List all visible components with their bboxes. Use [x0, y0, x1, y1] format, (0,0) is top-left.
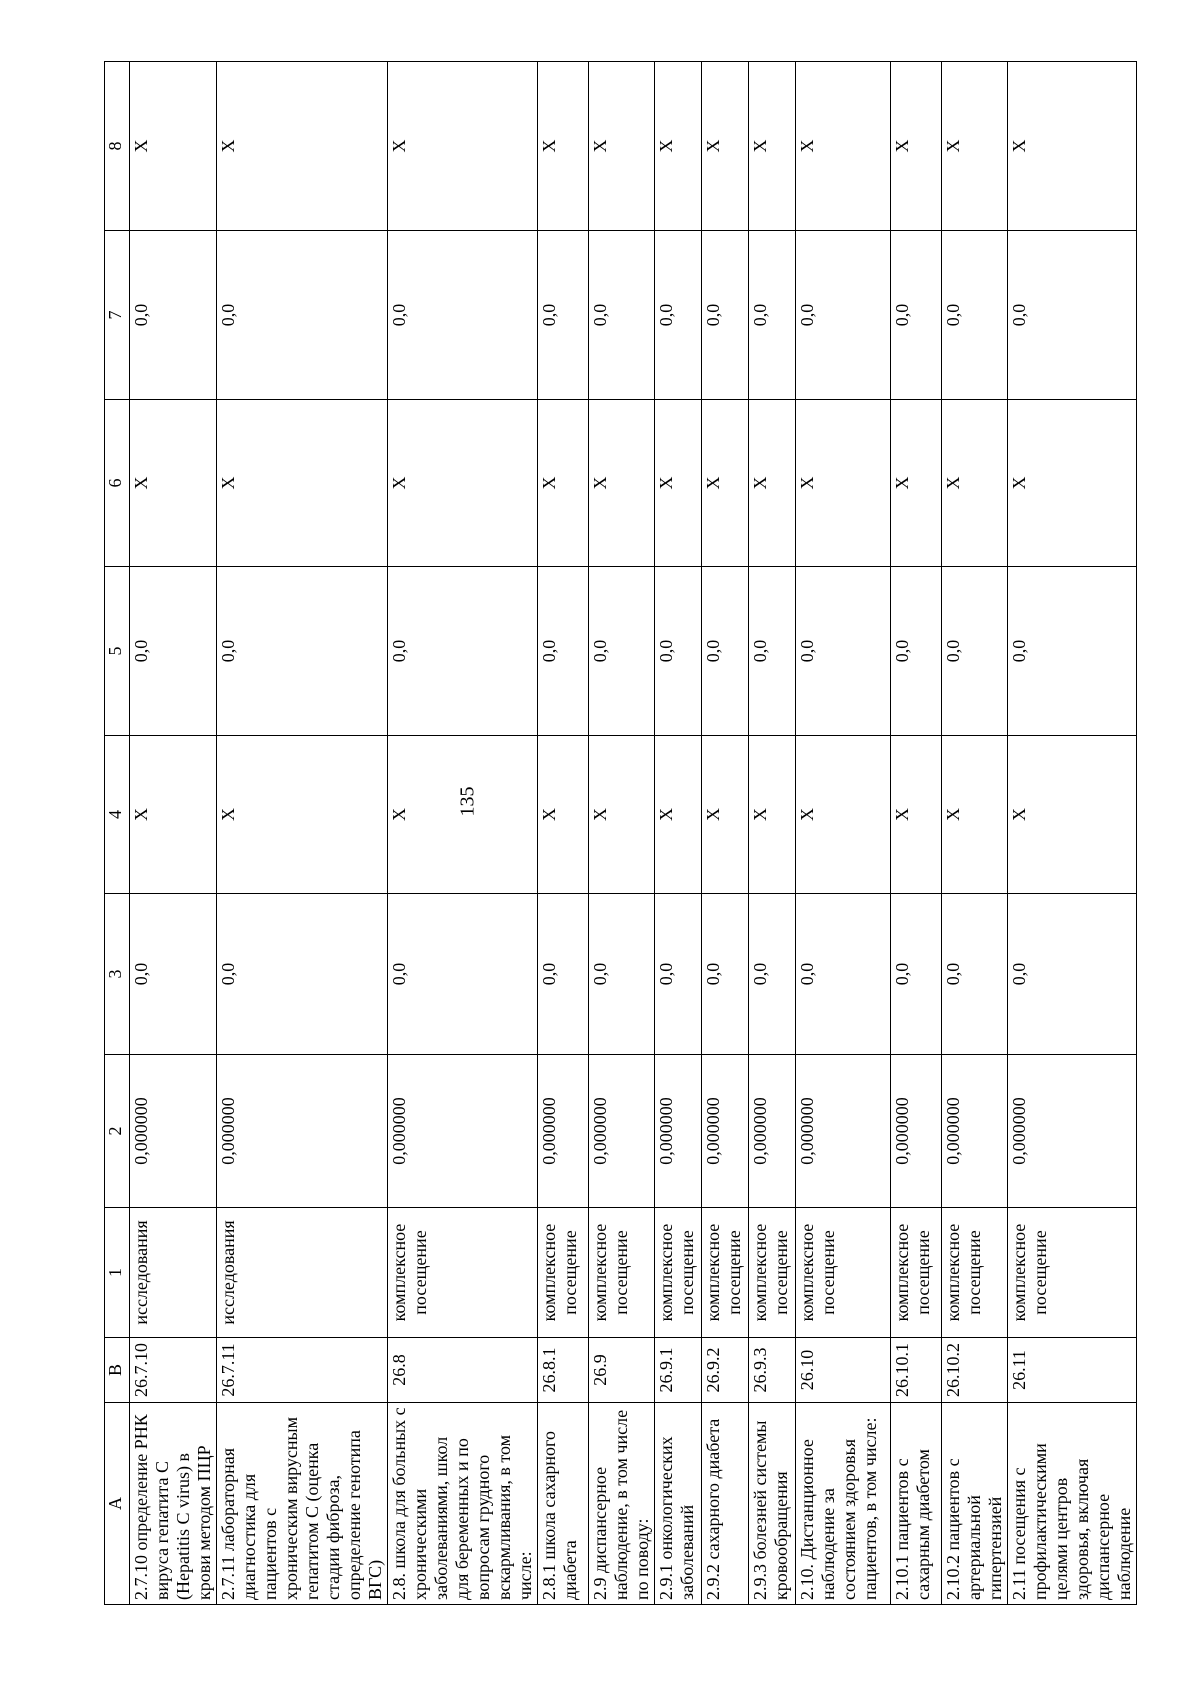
col3-value-cell: 0,0 — [589, 894, 655, 1055]
row-code-cell: 26.9.2 — [702, 1338, 749, 1403]
unit-cell: исследования — [130, 1208, 217, 1338]
col4-value-cell: X — [589, 736, 655, 894]
row-code-cell: 26.10.2 — [942, 1338, 1008, 1403]
table-row — [891, 62, 942, 1605]
col8-value-cell: X — [130, 62, 217, 231]
col2-value-cell: 0,000000 — [388, 1055, 538, 1208]
col5-value-cell: 0,0 — [217, 567, 388, 736]
col7-value-cell: 0,0 — [130, 231, 217, 400]
col7-value-cell: 0,0 — [217, 231, 388, 400]
column-header: 6 — [105, 400, 130, 567]
col6-value-cell: X — [942, 400, 1008, 567]
column-header: A — [105, 1403, 130, 1605]
table-row — [130, 62, 217, 1605]
col6-value-cell: X — [702, 400, 749, 567]
col4-value-cell: X — [796, 736, 891, 894]
row-label-cell: 2.9 диспансерное наблюдение, в том числе по поводу: — [589, 1403, 655, 1605]
col8-value-cell: X — [655, 62, 702, 231]
table-row — [217, 62, 388, 1605]
unit-cell: комплексное посещение — [891, 1208, 942, 1338]
col2-value-cell: 0,000000 — [538, 1055, 589, 1208]
row-code-cell: 26.8.1 — [538, 1338, 589, 1403]
col8-value-cell: X — [589, 62, 655, 231]
table-row — [942, 62, 1008, 1605]
col2-value-cell: 0,000000 — [130, 1055, 217, 1208]
row-code-cell: 26.11 — [1008, 1338, 1137, 1403]
col6-value-cell: X — [589, 400, 655, 567]
col5-value-cell: 0,0 — [655, 567, 702, 736]
col2-value-cell: 0,000000 — [891, 1055, 942, 1208]
col2-value-cell: 0,000000 — [749, 1055, 796, 1208]
unit-cell: комплексное посещение — [1008, 1208, 1137, 1338]
col3-value-cell: 0,0 — [388, 894, 538, 1055]
col8-value-cell: X — [702, 62, 749, 231]
col3-value-cell: 0,0 — [942, 894, 1008, 1055]
row-code-cell: 26.9 — [589, 1338, 655, 1403]
col5-value-cell: 0,0 — [589, 567, 655, 736]
row-label-cell: 2.10.1 пациентов с сахарным диабетом — [891, 1403, 942, 1605]
unit-cell: комплексное посещение — [796, 1208, 891, 1338]
col7-value-cell: 0,0 — [589, 231, 655, 400]
table-row — [589, 62, 655, 1605]
row-label-cell: 2.7.11 лабораторная диагностика для пациентов с хроническим вирусным гепатитом С (оценка стадии фиброза, определение генотипа ВГС) — [217, 1403, 388, 1605]
column-header: 1 — [105, 1208, 130, 1338]
row-label-cell: 2.9.3 болезней системы кровообращения — [749, 1403, 796, 1605]
col4-value-cell: X — [1008, 736, 1137, 894]
col5-value-cell: 0,0 — [130, 567, 217, 736]
col8-value-cell: X — [749, 62, 796, 231]
col7-value-cell: 0,0 — [891, 231, 942, 400]
col3-value-cell: 0,0 — [130, 894, 217, 1055]
column-header: 7 — [105, 231, 130, 400]
table-row — [749, 62, 796, 1605]
col4-value-cell: X — [942, 736, 1008, 894]
col7-value-cell: 0,0 — [702, 231, 749, 400]
row-label-cell: 2.8. школа для больных с хроническими заболеваниями, школ для беременных и по вопросам грудного вскармливания, в том числе: — [388, 1403, 538, 1605]
row-code-cell: 26.10 — [796, 1338, 891, 1403]
col5-value-cell: 0,0 — [702, 567, 749, 736]
col6-value-cell: X — [655, 400, 702, 567]
col2-value-cell: 0,000000 — [655, 1055, 702, 1208]
col4-value-cell: X — [538, 736, 589, 894]
table-row — [538, 62, 589, 1605]
col4-value-cell: X — [130, 736, 217, 894]
table-row — [388, 62, 538, 1605]
col8-value-cell: X — [538, 62, 589, 231]
col2-value-cell: 0,000000 — [217, 1055, 388, 1208]
row-label-cell: 2.9.2 сахарного диабета — [702, 1403, 749, 1605]
col5-value-cell: 0,0 — [749, 567, 796, 736]
unit-cell: комплексное посещение — [702, 1208, 749, 1338]
col8-value-cell: X — [217, 62, 388, 231]
col8-value-cell: X — [1008, 62, 1137, 231]
col6-value-cell: X — [749, 400, 796, 567]
col4-value-cell: X — [749, 736, 796, 894]
col2-value-cell: 0,000000 — [942, 1055, 1008, 1208]
table-row — [702, 62, 749, 1605]
col4-value-cell: X — [388, 736, 538, 894]
column-header: 5 — [105, 567, 130, 736]
col8-value-cell: X — [796, 62, 891, 231]
column-header: 3 — [105, 894, 130, 1055]
col7-value-cell: 0,0 — [538, 231, 589, 400]
col3-value-cell: 0,0 — [655, 894, 702, 1055]
col7-value-cell: 0,0 — [388, 231, 538, 400]
col2-value-cell: 0,000000 — [702, 1055, 749, 1208]
col2-value-cell: 0,000000 — [796, 1055, 891, 1208]
rotated-table-container — [104, 62, 1134, 1605]
data-table — [104, 61, 1137, 1605]
row-code-cell: 26.7.10 — [130, 1338, 217, 1403]
col8-value-cell: X — [942, 62, 1008, 231]
col3-value-cell: 0,0 — [796, 894, 891, 1055]
col6-value-cell: X — [891, 400, 942, 567]
column-header: B — [105, 1338, 130, 1403]
col3-value-cell: 0,0 — [749, 894, 796, 1055]
col6-value-cell: X — [388, 400, 538, 567]
col5-value-cell: 0,0 — [891, 567, 942, 736]
unit-cell: комплексное посещение — [942, 1208, 1008, 1338]
col7-value-cell: 0,0 — [942, 231, 1008, 400]
unit-cell: комплексное посещение — [589, 1208, 655, 1338]
table-row — [1008, 62, 1137, 1605]
row-label-cell: 2.10.2 пациентов с артериальной гипертензией — [942, 1403, 1008, 1605]
col7-value-cell: 0,0 — [655, 231, 702, 400]
unit-cell: комплексное посещение — [538, 1208, 589, 1338]
row-code-cell: 26.7.11 — [217, 1338, 388, 1403]
page-number: 135 — [456, 786, 479, 817]
col3-value-cell: 0,0 — [891, 894, 942, 1055]
row-label-cell: 2.9.1 онкологических заболеваний — [655, 1403, 702, 1605]
col4-value-cell: X — [702, 736, 749, 894]
col5-value-cell: 0,0 — [942, 567, 1008, 736]
row-code-cell: 26.9.3 — [749, 1338, 796, 1403]
col5-value-cell: 0,0 — [388, 567, 538, 736]
col2-value-cell: 0,000000 — [589, 1055, 655, 1208]
col8-value-cell: X — [388, 62, 538, 231]
column-header: 8 — [105, 62, 130, 231]
col6-value-cell: X — [1008, 400, 1137, 567]
col7-value-cell: 0,0 — [749, 231, 796, 400]
table-row — [796, 62, 891, 1605]
col6-value-cell: X — [796, 400, 891, 567]
col8-value-cell: X — [891, 62, 942, 231]
row-code-cell: 26.10.1 — [891, 1338, 942, 1403]
col7-value-cell: 0,0 — [796, 231, 891, 400]
row-label-cell: 2.8.1 школа сахарного диабета — [538, 1403, 589, 1605]
row-label-cell: 2.7.10 определение РНК вируса гепатита С (Hepatitis C virus) в крови методом ПЦР — [130, 1403, 217, 1605]
unit-cell: комплексное посещение — [655, 1208, 702, 1338]
col7-value-cell: 0,0 — [1008, 231, 1137, 400]
unit-cell: комплексное посещение — [749, 1208, 796, 1338]
col4-value-cell: X — [891, 736, 942, 894]
col6-value-cell: X — [217, 400, 388, 567]
col3-value-cell: 0,0 — [538, 894, 589, 1055]
col3-value-cell: 0,0 — [1008, 894, 1137, 1055]
row-label-cell: 2.10. Дистанционное наблюдение за состоянием здоровья пациентов, в том числе: — [796, 1403, 891, 1605]
header-row — [105, 62, 130, 1605]
column-header: 2 — [105, 1055, 130, 1208]
col5-value-cell: 0,0 — [1008, 567, 1137, 736]
col3-value-cell: 0,0 — [217, 894, 388, 1055]
col2-value-cell: 0,000000 — [1008, 1055, 1137, 1208]
column-header: 4 — [105, 736, 130, 894]
unit-cell: комплексное посещение — [388, 1208, 538, 1338]
row-code-cell: 26.8 — [388, 1338, 538, 1403]
col6-value-cell: X — [538, 400, 589, 567]
row-label-cell: 2.11 посещения с профилактическими целями центров здоровья, включая диспансерное наблюдение — [1008, 1403, 1137, 1605]
col3-value-cell: 0,0 — [702, 894, 749, 1055]
col6-value-cell: X — [130, 400, 217, 567]
col4-value-cell: X — [655, 736, 702, 894]
table-row — [655, 62, 702, 1605]
unit-cell: исследования — [217, 1208, 388, 1338]
col5-value-cell: 0,0 — [796, 567, 891, 736]
col4-value-cell: X — [217, 736, 388, 894]
row-code-cell: 26.9.1 — [655, 1338, 702, 1403]
col5-value-cell: 0,0 — [538, 567, 589, 736]
